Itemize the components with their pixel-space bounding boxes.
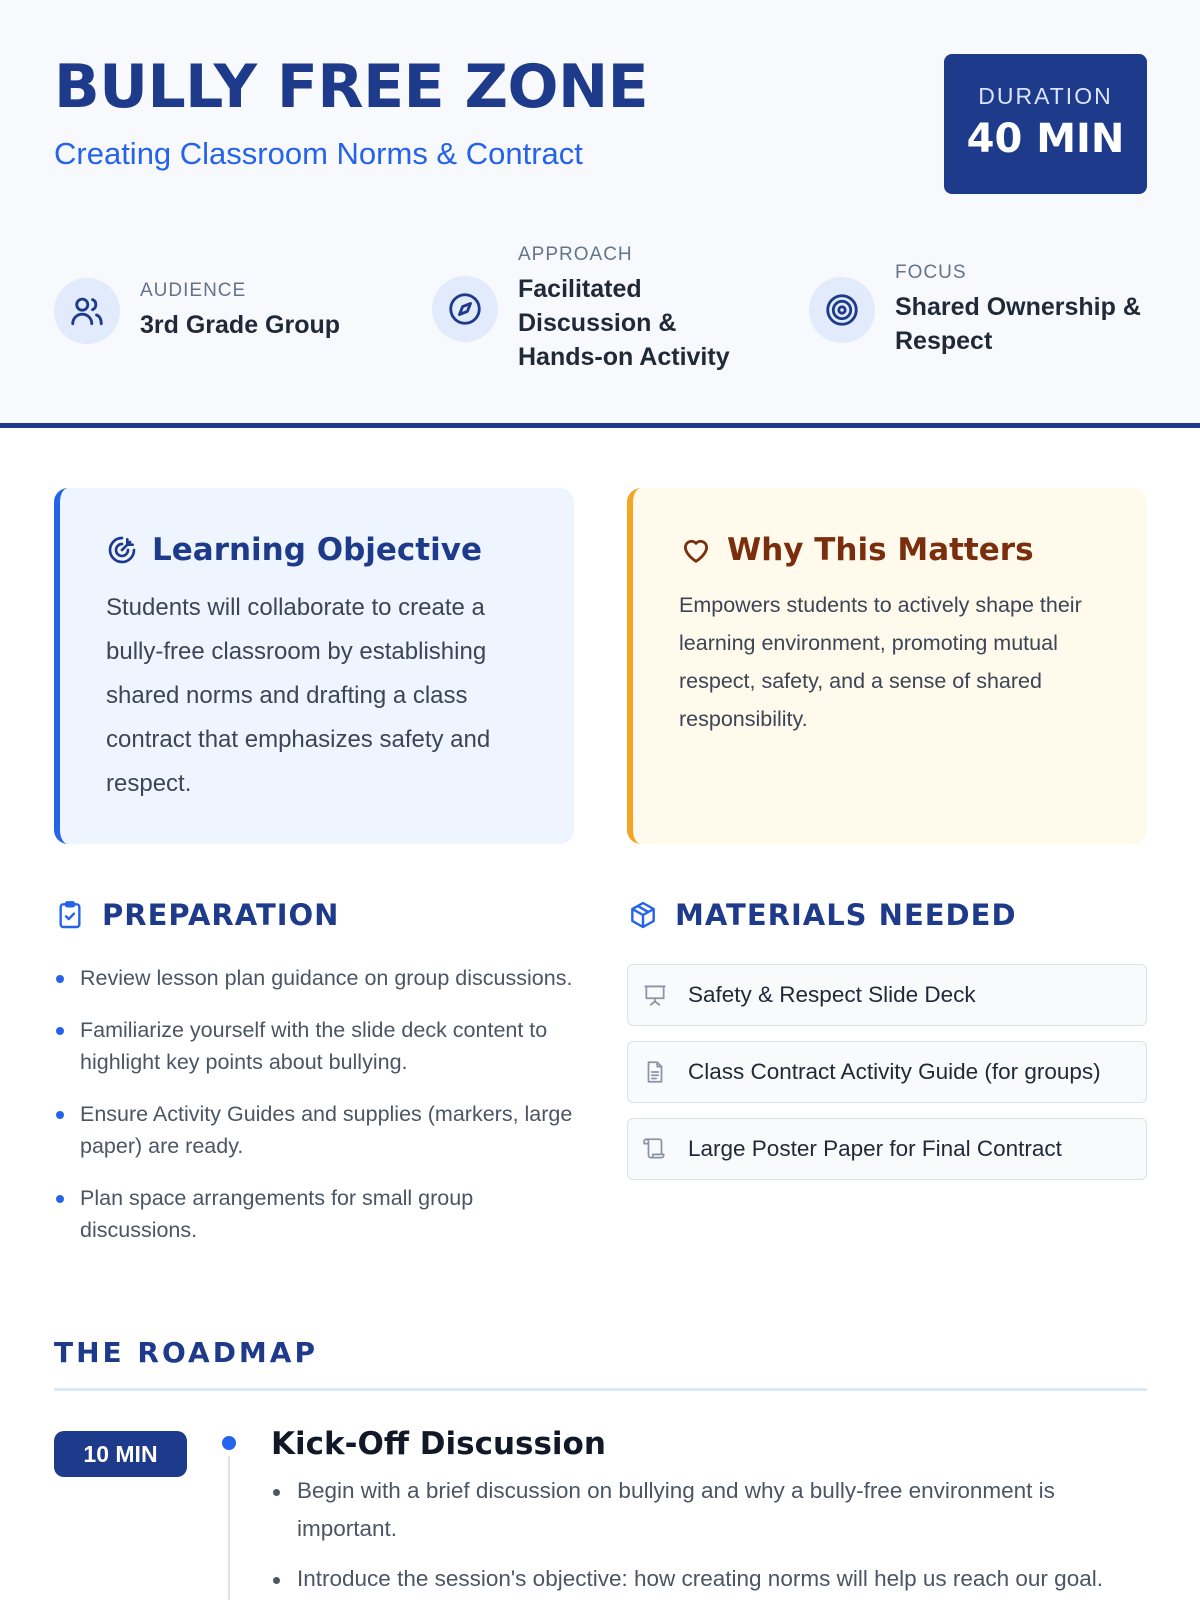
list-item: Plan space arrangements for small group discussions. bbox=[54, 1182, 574, 1246]
objective-text: Students will collaborate to create a bully-free classroom by establishing shared norms and drafting a class contract that emphasizes safety and respect. bbox=[106, 594, 491, 797]
header bbox=[0, 0, 1200, 428]
scroll-icon bbox=[642, 1136, 668, 1162]
material-item bbox=[627, 1118, 1147, 1180]
list-item: Review lesson plan guidance on group discussions. bbox=[54, 962, 574, 994]
page-subtitle: Creating Classroom Norms & Contract bbox=[54, 136, 583, 171]
page-title: BULLY FREE ZONE bbox=[54, 52, 649, 122]
step-title: Kick-Off Discussion bbox=[271, 1426, 606, 1462]
preparation-list bbox=[54, 962, 574, 1266]
meta-label: FOCUS bbox=[895, 262, 967, 283]
presentation-icon bbox=[642, 982, 668, 1008]
material-label: Class Contract Activity Guide (for groups) bbox=[688, 1059, 1101, 1084]
meta-value: Shared Ownership & Respect bbox=[895, 293, 1141, 355]
meta-value: Facilitated Discussion & Hands-on Activity bbox=[518, 275, 730, 371]
list-item: Begin with a brief discussion on bullying and why a bully-free environment is important. bbox=[271, 1472, 1151, 1548]
target-icon bbox=[809, 277, 875, 343]
why-card bbox=[627, 488, 1147, 844]
step-list bbox=[271, 1472, 1151, 1600]
meta-approach bbox=[432, 244, 762, 374]
meta-audience bbox=[54, 278, 340, 344]
materials-heading bbox=[627, 898, 1017, 932]
goal-icon bbox=[106, 534, 138, 566]
list-item: Ensure Activity Guides and supplies (markers, large paper) are ready. bbox=[54, 1098, 574, 1162]
duration-badge bbox=[944, 54, 1147, 194]
meta-label: AUDIENCE bbox=[140, 280, 247, 301]
step-duration-badge: 10 MIN bbox=[54, 1431, 187, 1477]
objective-title: Learning Objective bbox=[152, 532, 482, 568]
material-item bbox=[627, 1041, 1147, 1103]
meta-value: 3rd Grade Group bbox=[140, 311, 341, 339]
material-label: Large Poster Paper for Final Contract bbox=[688, 1136, 1062, 1161]
list-item: Introduce the session's objective: how creating norms will help us reach our goal. bbox=[271, 1560, 1151, 1598]
heart-icon bbox=[679, 533, 713, 567]
document-icon bbox=[642, 1059, 668, 1085]
package-icon bbox=[627, 899, 659, 931]
divider bbox=[54, 1388, 1147, 1391]
materials-title: MATERIALS NEEDED bbox=[675, 898, 1017, 932]
clipboard-check-icon bbox=[54, 899, 86, 931]
objective-card bbox=[54, 488, 574, 844]
meta-focus bbox=[809, 262, 1169, 358]
compass-icon bbox=[432, 276, 498, 342]
timeline-dot bbox=[222, 1436, 236, 1450]
preparation-heading bbox=[54, 898, 339, 932]
material-item bbox=[627, 964, 1147, 1026]
timeline-line bbox=[228, 1456, 230, 1600]
roadmap-title: THE ROADMAP bbox=[54, 1336, 318, 1369]
list-item: Familiarize yourself with the slide deck content to highlight key points about bullying. bbox=[54, 1014, 574, 1078]
preparation-title: PREPARATION bbox=[102, 898, 340, 932]
why-title: Why This Matters bbox=[727, 532, 1034, 568]
material-label: Safety & Respect Slide Deck bbox=[688, 982, 976, 1007]
duration-label: DURATION bbox=[978, 83, 1113, 109]
duration-value: 40 MIN bbox=[966, 116, 1125, 162]
meta-label: APPROACH bbox=[518, 244, 633, 265]
why-text: Empowers students to actively shape their learning environment, promoting mutual respect, safety, and a sense of shared responsibility. bbox=[679, 593, 1082, 731]
users-icon bbox=[54, 278, 120, 344]
